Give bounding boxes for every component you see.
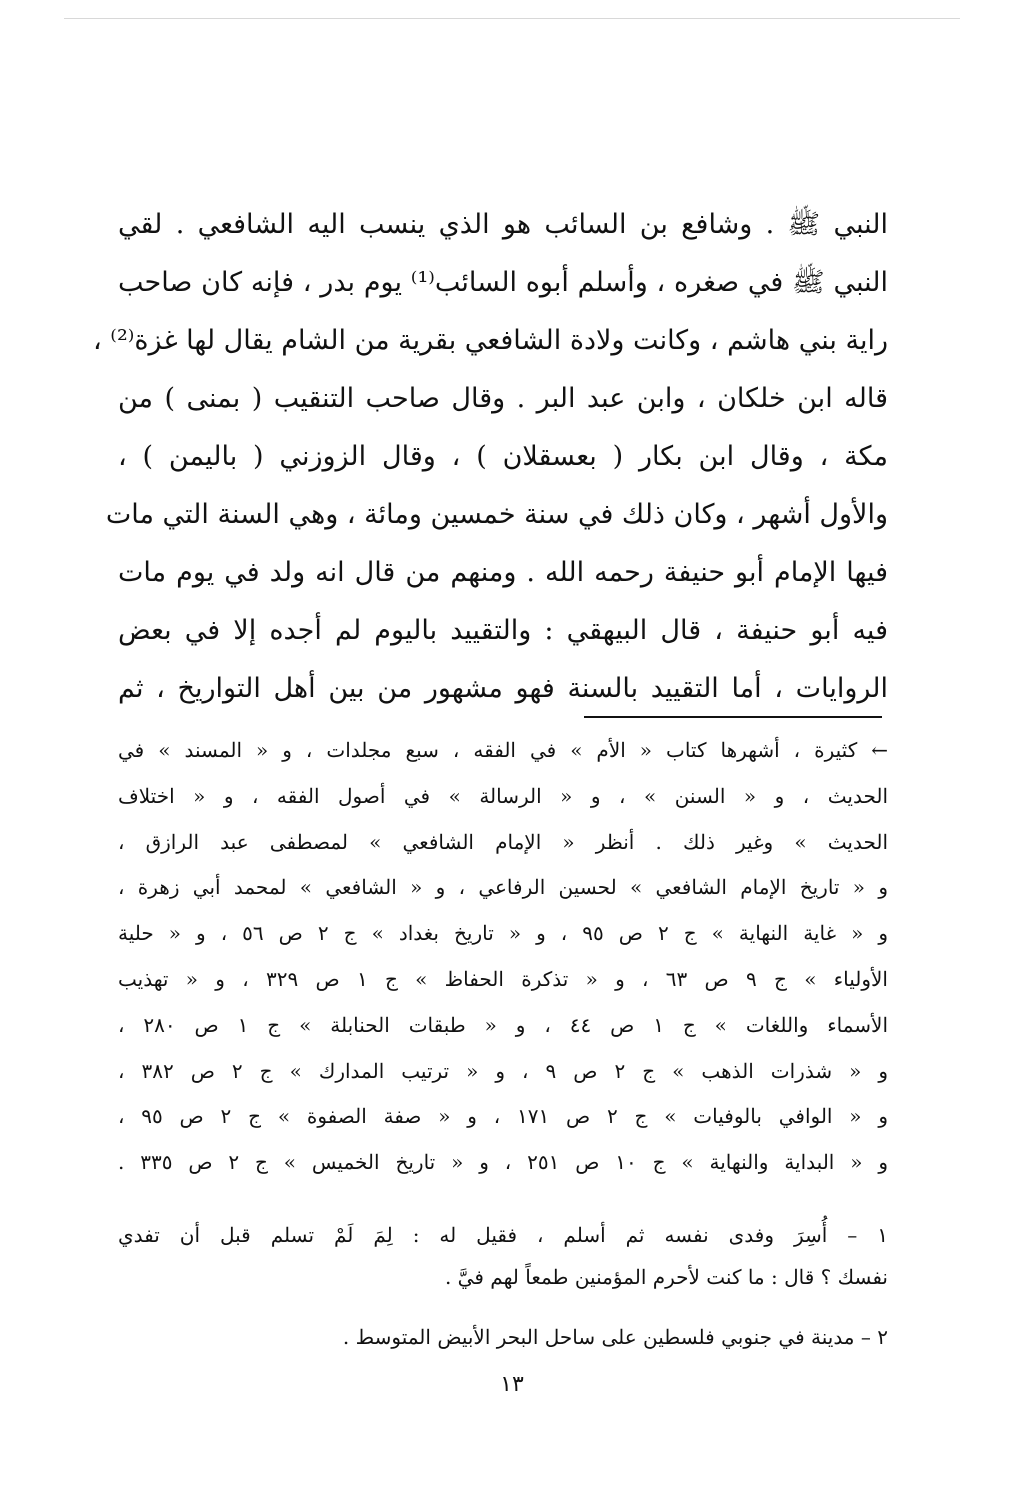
main-text-body (93, 196, 888, 718)
footnote-line: و « الوافي بالوفيات » ج ٢ ص ١٧١ ، و « صفة الصفوة » ج ٢ ص ٩٥ ، (118, 1104, 888, 1129)
note-2-line: ٢ – مدينة في جنوبي فلسطين على ساحل البحر الأبيض المتوسط . (342, 1325, 888, 1349)
main-text-line: فيها الإمام أبو حنيفة رحمه الله . ومنهم من قال انه ولد في يوم مات (118, 557, 888, 588)
footnote-line: الأسماء واللغات » ج ١ ص ٤٤ ، و « طبقات الحنابلة » ج ١ ص ٢٨٠ ، (118, 1012, 889, 1037)
footnote-line: ← كثيرة ، أشهرها كتاب « الأم » في الفقه ، سبع مجلدات ، و « المسند » في (118, 738, 888, 762)
footnote-line: الحديث ، و « السنن » ، و « الرسالة » في أصول الفقه ، و « اختلاف (118, 783, 888, 808)
footnote-line: الأولياء » ج ٩ ص ٦٣ ، و « تذكرة الحفاظ » ج ١ ص ٣٢٩ ، و « تهذيب (118, 966, 888, 991)
main-text-line: راية بني هاشم ، وكانت ولادة الشافعي بقرية من الشام يقال لها غزة⁽²⁾ ، (93, 325, 888, 356)
page-number: ١٣ (500, 1372, 524, 1397)
numbered-notes (118, 1214, 888, 1358)
main-text-line: والأول أشهر ، وكان ذلك في سنة خمسين ومائة ، وهي السنة التي مات (105, 499, 888, 530)
main-text-line: قاله ابن خلكان ، وابن عبد البر . وقال صاحب التنقيب ( بمنى ) من (118, 383, 888, 414)
footnote-separator (584, 716, 882, 718)
footnotes-continued (118, 728, 888, 1186)
main-text-line: مكة ، وقال ابن بكار ( بعسقلان ) ، وقال الزوزني ( باليمن ) ، (118, 441, 888, 472)
note-gap (118, 1298, 888, 1316)
footnote-line: و « البداية والنهاية » ج ١٠ ص ٢٥١ ، و « تاريخ الخميس » ج ٢ ص ٣٣٥ . (118, 1150, 888, 1175)
top-border-rule (64, 18, 960, 19)
footnote-line: الحديث » وغير ذلك . أنظر « الإمام الشافعي » لمصطفى عبد الرازق ، (118, 829, 889, 854)
note-1-line: نفسك ؟ قال : ما كنت لأحرم المؤمنين طمعاً لهم فيَّ . (444, 1265, 888, 1289)
main-text-line: فيه أبو حنيفة ، قال البيهقي : والتقييد باليوم لم أجده إلا في بعض (118, 615, 888, 646)
footnote-line: و « شذرات الذهب » ج ٢ ص ٩ ، و « ترتيب المدارك » ج ٢ ص ٣٨٢ ، (118, 1058, 889, 1083)
main-text-line: النبي ﷺ . وشافع بن السائب هو الذي ينسب اليه الشافعي . لقي (118, 209, 888, 240)
footnote-line: و « غاية النهاية » ج ٢ ص ٩٥ ، و « تاريخ بغداد » ج ٢ ص ٥٦ ، و « حلية (118, 921, 888, 946)
main-text-line: النبي ﷺ في صغره ، وأسلم أبوه السائب⁽¹⁾ يوم بدر ، فإنه كان صاحب (118, 267, 888, 298)
main-text-line: الروايات ، أما التقييد بالسنة فهو مشهور من بين أهل التواريخ ، ثم (118, 673, 888, 704)
footnote-line: و « تاريخ الإمام الشافعي » لحسين الرفاعي ، و « الشافعي » لمحمد أبي زهرة ، (118, 875, 888, 900)
note-1-line: ١ – أُسِرَ وفدى نفسه ثم أسلم ، فقيل له : لِمَ لَمْ تسلم قبل أن تفدي (118, 1223, 888, 1247)
